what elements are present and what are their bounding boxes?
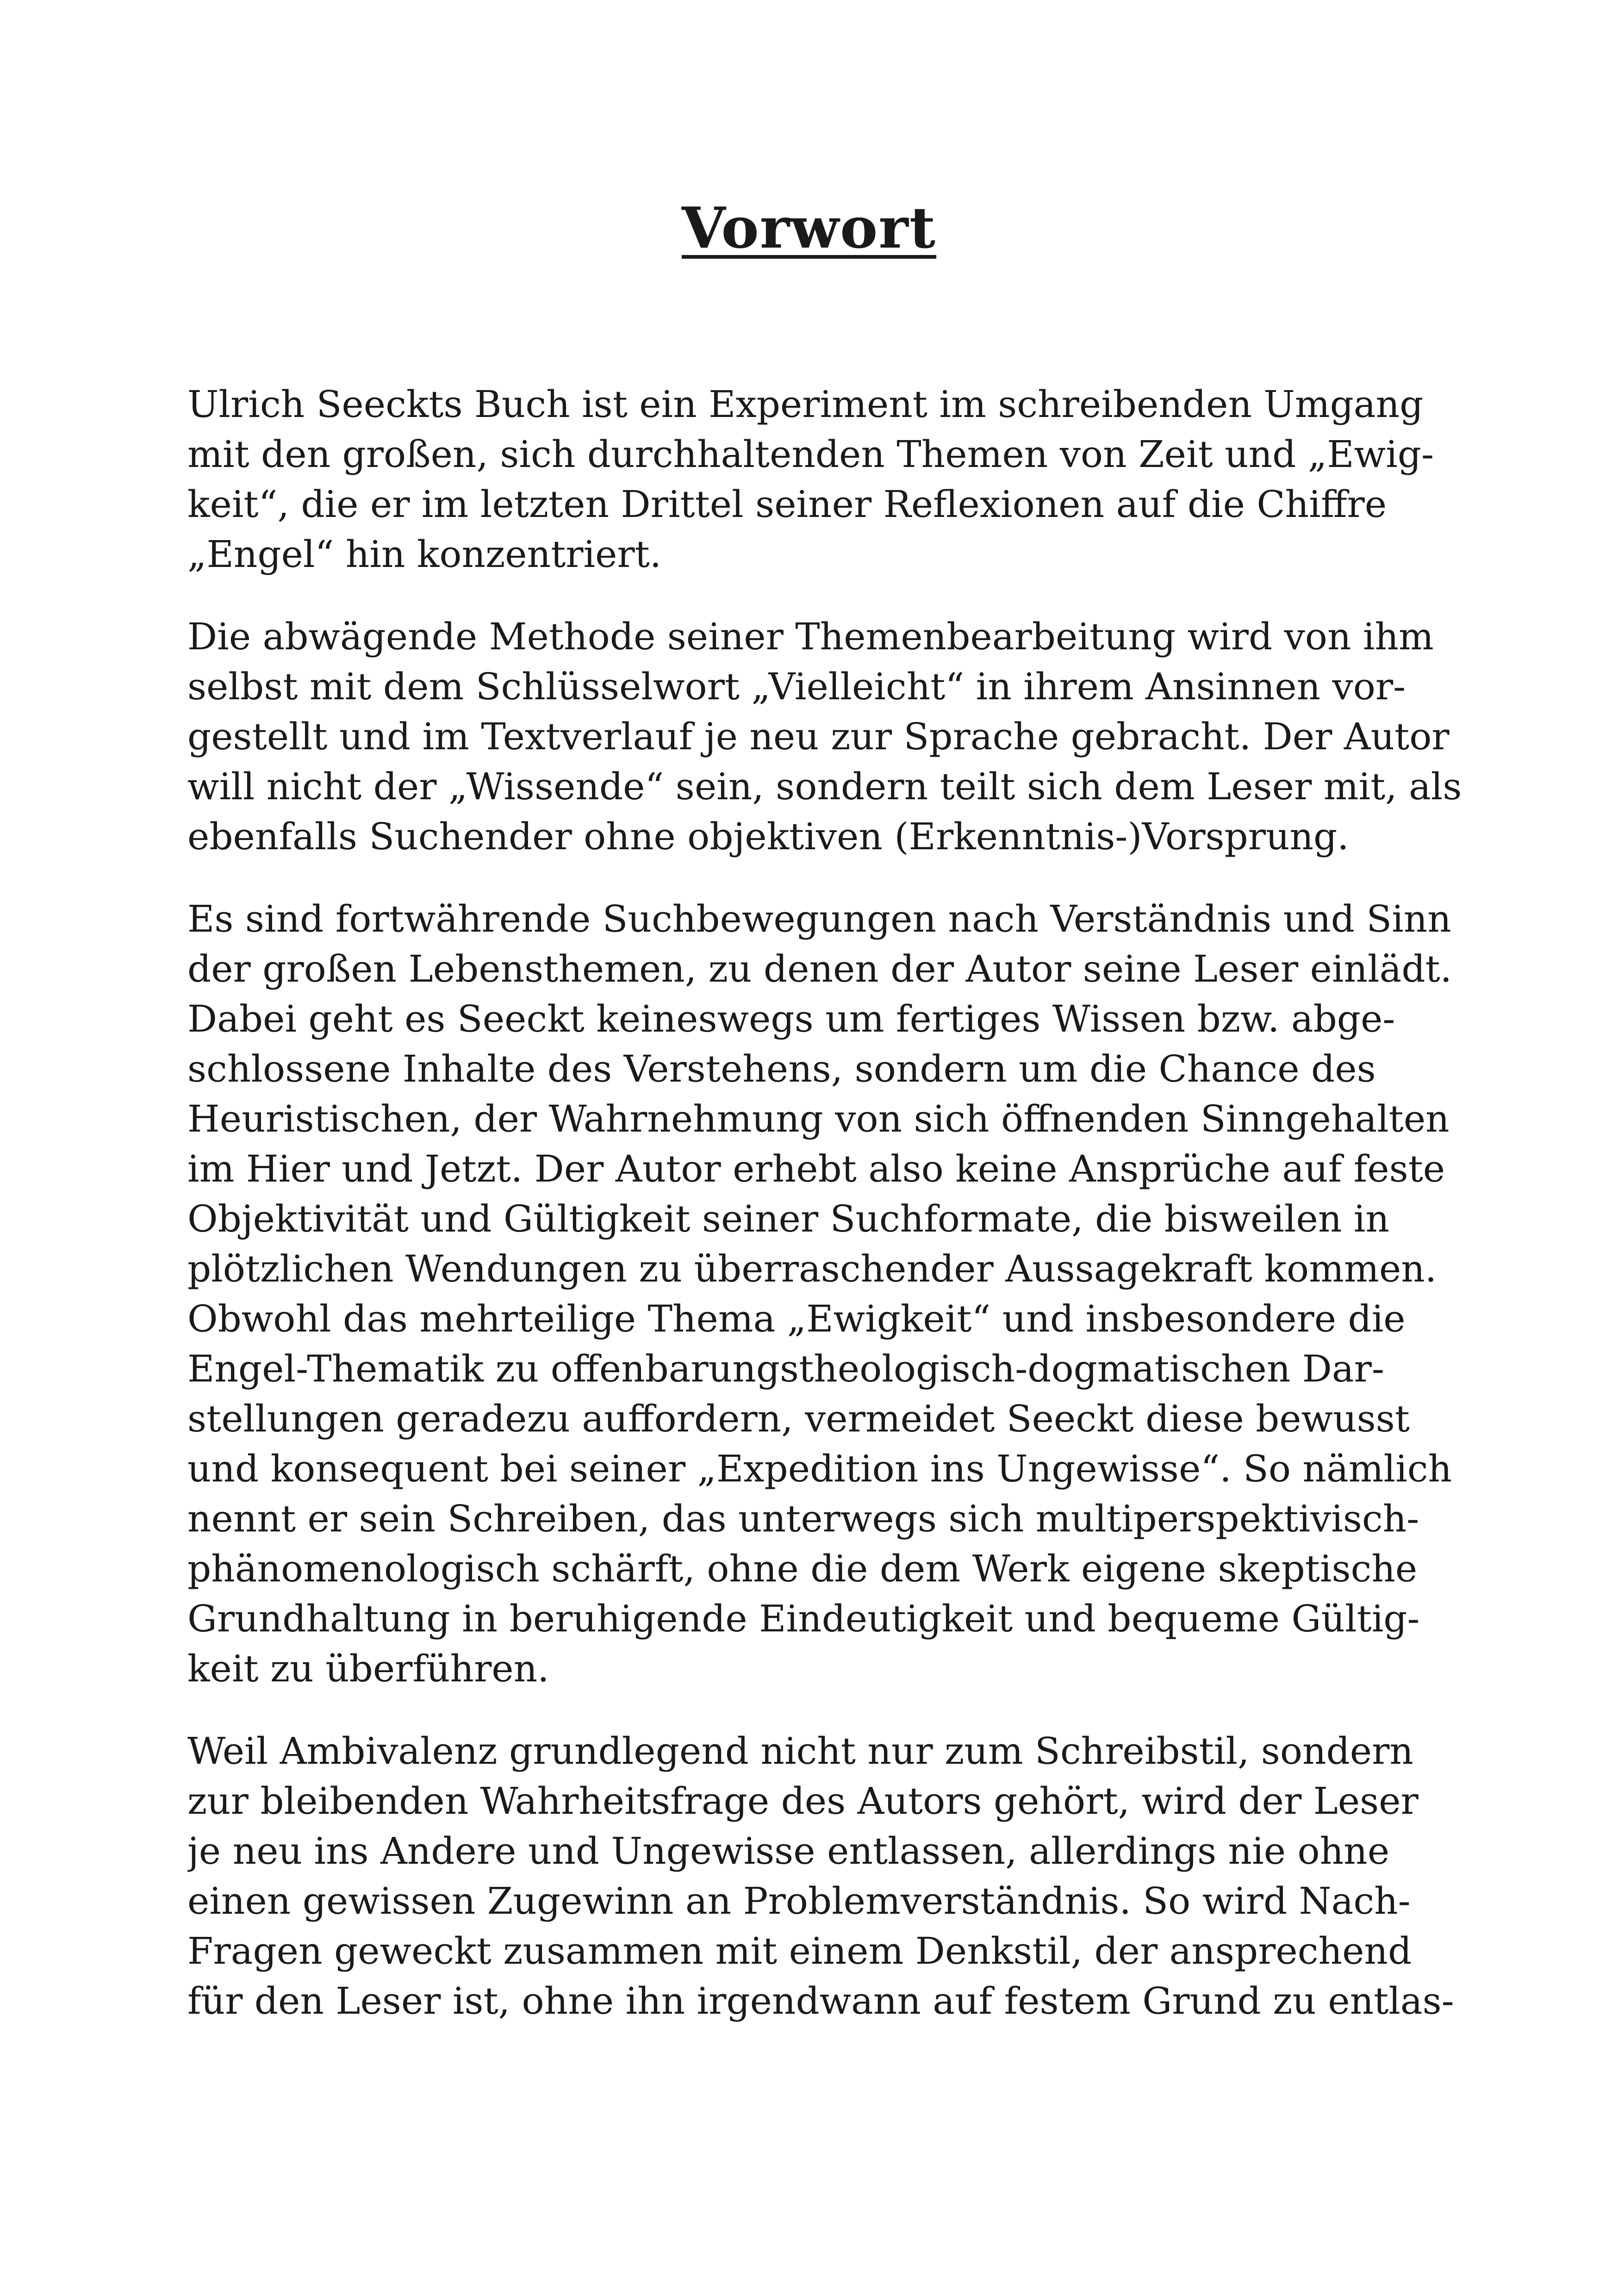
text-line: Objektivität und Gültigkeit seiner Suchformate, die bisweilen in	[187, 1197, 1389, 1240]
text-line: gestellt und im Textverlauf je neu zur Sprache gebracht. Der Autor	[187, 715, 1450, 758]
text-line: für den Leser ist, ohne ihn irgendwann auf festem Grund zu entlas-	[187, 1979, 1454, 2022]
paragraph	[187, 894, 1465, 1694]
page-title: Vorwort	[681, 194, 937, 261]
text-line: Fragen geweckt zusammen mit einem Denkstil, der ansprechend	[187, 1929, 1412, 1972]
text-line: Grundhaltung in beruhigende Eindeutigkeit und bequeme Gültig-	[187, 1597, 1420, 1640]
text-line: nennt er sein Schreiben, das unterwegs sich multiperspektivisch-	[187, 1497, 1419, 1540]
text-line: Die abwägende Methode seiner Themenbearbeitung wird von ihm	[187, 615, 1434, 658]
text-line: ebenfalls Suchender ohne objektiven (Erkenntnis-)Vorsprung.	[187, 815, 1349, 858]
text-line: der großen Lebensthemen, zu denen der Autor seine Leser einlädt.	[187, 947, 1452, 990]
text-line: selbst mit dem Schlüsselwort „Vielleicht“ in ihrem Ansinnen vor-	[187, 665, 1406, 708]
text-line: je neu ins Andere und Ungewisse entlassen, allerdings nie ohne	[187, 1829, 1390, 1873]
text-line: Ulrich Seeckts Buch ist ein Experiment im schreibenden Umgang	[187, 383, 1424, 426]
paragraph	[187, 612, 1465, 862]
text-line: keit“, die er im letzten Drittel seiner Reflexionen auf die Chiffre	[187, 483, 1387, 526]
text-line: zur bleibenden Wahrheitsfrage des Autors gehört, wird der Leser	[187, 1780, 1419, 1823]
text-line: keit zu überführen.	[187, 1647, 549, 1690]
text-line: stellungen geradezu auffordern, vermeidet Seeckt diese bewusst	[187, 1397, 1410, 1440]
text-line: Obwohl das mehrteilige Thema „Ewigkeit“ und insbesondere die	[187, 1297, 1406, 1340]
text-line: einen gewissen Zugewinn an Problemverständnis. So wird Nach-	[187, 1879, 1411, 1923]
text-line: Dabei geht es Seeckt keineswegs um fertiges Wissen bzw. abge-	[187, 997, 1395, 1040]
text-line: Weil Ambivalenz grundlegend nicht nur zum Schreibstil, sondern	[187, 1730, 1413, 1773]
text-line: phänomenologisch schärft, ohne die dem Werk eigene skeptische	[187, 1547, 1418, 1590]
text-line: Heuristischen, der Wahrnehmung von sich öffnenden Sinngehalten	[187, 1097, 1450, 1140]
paragraph	[187, 1726, 1465, 2026]
text-line: „Engel“ hin konzentriert.	[187, 533, 662, 576]
text-line: plötzlichen Wendungen zu überraschender Aussagekraft kommen.	[187, 1247, 1437, 1290]
text-line: will nicht der „Wissende“ sein, sondern teilt sich dem Leser mit, als	[187, 765, 1462, 808]
document-body	[187, 380, 1465, 2059]
text-line: Engel-Thematik zu offenbarungstheologisch-dogmatischen Dar-	[187, 1347, 1384, 1390]
text-line: Es sind fortwährende Suchbewegungen nach Verständnis und Sinn	[187, 897, 1451, 940]
text-line: schlossene Inhalte des Verstehens, sondern um die Chance des	[187, 1047, 1376, 1090]
text-line: im Hier und Jetzt. Der Autor erhebt also keine Ansprüche auf feste	[187, 1147, 1445, 1190]
text-line: mit den großen, sich durchhaltenden Themen von Zeit und „Ewig-	[187, 433, 1434, 476]
paragraph	[187, 380, 1465, 579]
text-line: und konsequent bei seiner „Expedition ins Ungewisse“. So nämlich	[187, 1447, 1452, 1490]
